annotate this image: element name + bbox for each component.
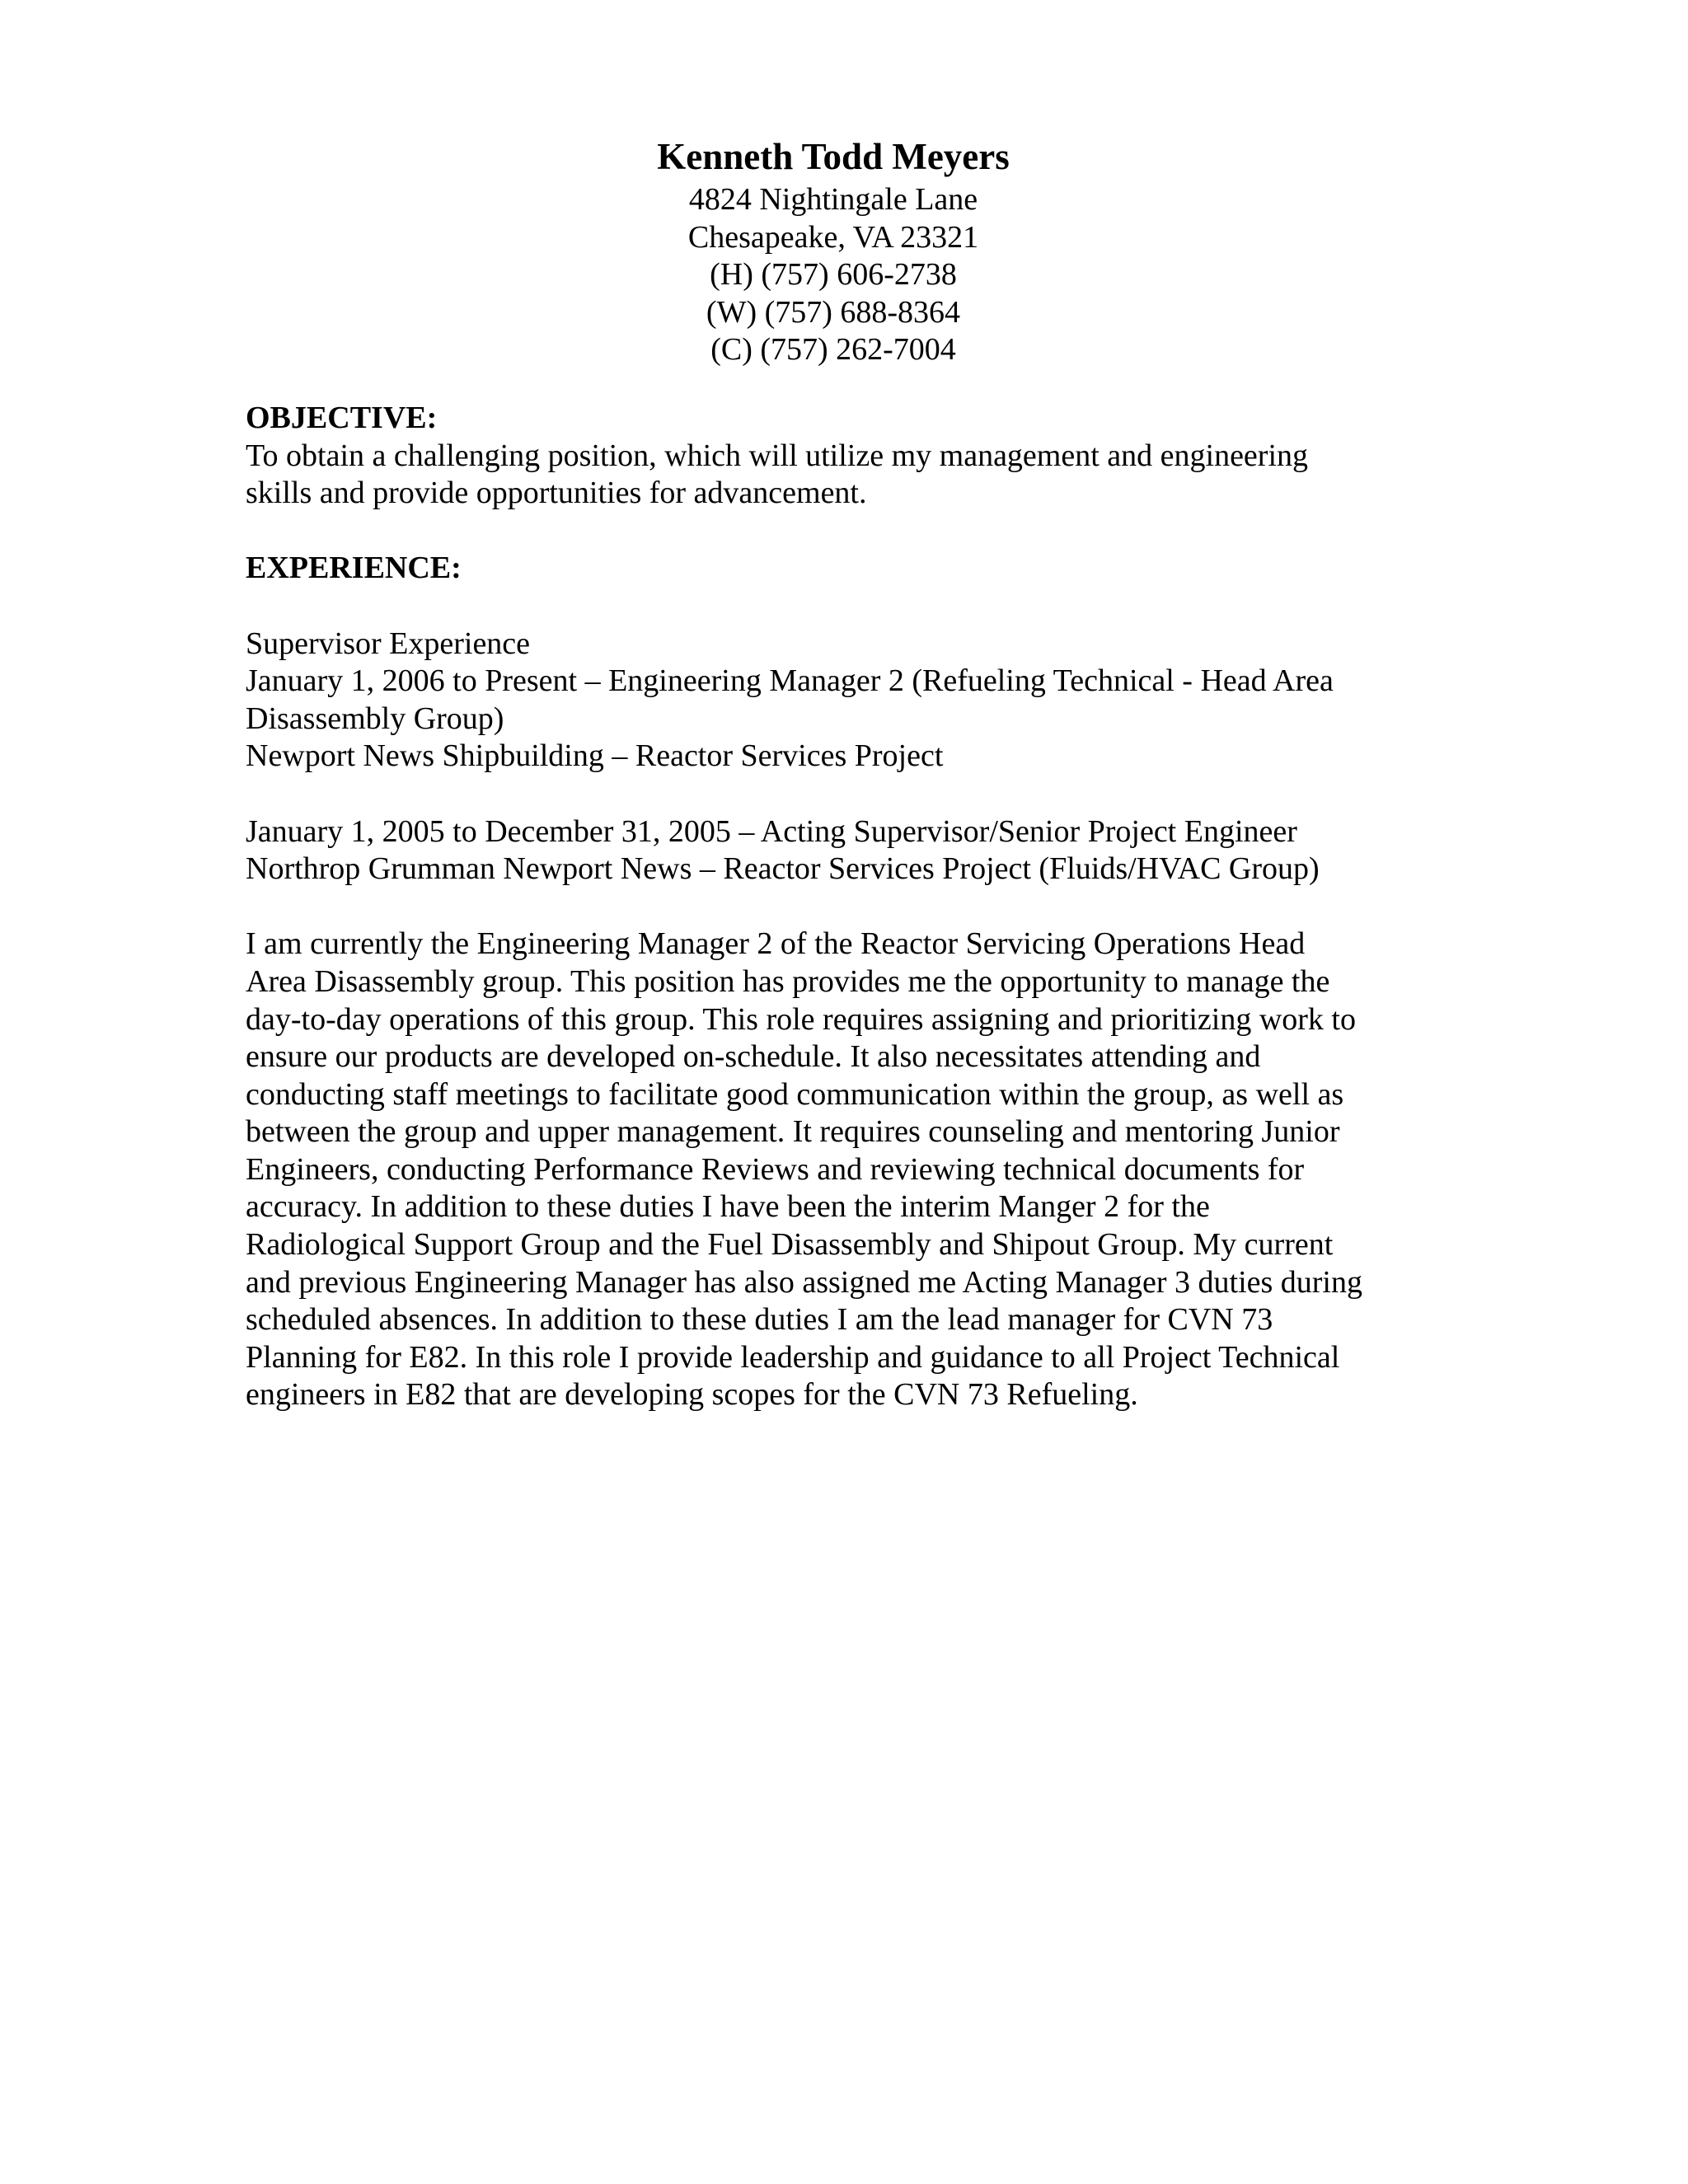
description-line: conducting staff meetings to facilitate good communication within the group, as well as: [246, 1076, 1344, 1112]
description-line: between the group and upper management. It requires counseling and mentoring Junior: [246, 1114, 1340, 1150]
spacer: [246, 513, 1449, 551]
address-city-state-zip: Chesapeake, VA 23321: [687, 219, 979, 255]
experience-description: [246, 926, 1449, 1414]
description-line: Engineers, conducting Performance Reviews and reviewing technical documents for: [246, 1151, 1305, 1187]
objective-text: [246, 438, 1449, 513]
experience-heading: EXPERIENCE:: [246, 551, 462, 586]
objective-line: skills and provide opportunities for advancement.: [246, 476, 867, 511]
job-entry-line: January 1, 2005 to December 31, 2005 – Acting Supervisor/Senior Project Engineer: [246, 813, 1297, 849]
phone-work: (W) (757) 688-8364: [706, 294, 961, 330]
spacer: [246, 776, 1449, 813]
phone-home: (H) (757) 606-2738: [710, 257, 957, 293]
job-entry-line: Disassembly Group): [246, 701, 504, 736]
applicant-name: Kenneth Todd Meyers: [657, 136, 1010, 177]
description-line: ensure our products are developed on-schedule. It also necessitates attending and: [246, 1039, 1261, 1075]
job-entry-line: January 1, 2006 to Present – Engineering Manager 2 (Refueling Technical - Head Area: [246, 663, 1334, 699]
contact-header: [0, 132, 1667, 369]
job-entry-previous: [246, 813, 1449, 888]
job-entry-line: Northrop Grumman Newport News – Reactor Services Project (Fluids/HVAC Group): [246, 851, 1320, 887]
resume-body: [246, 400, 1449, 1414]
description-line: Area Disassembly group. This position has provides me the opportunity to manage the: [246, 963, 1330, 999]
phone-cell: (C) (757) 262-7004: [710, 332, 956, 368]
objective-heading: OBJECTIVE:: [246, 401, 438, 435]
job-entry-current: [246, 663, 1449, 776]
spacer: [246, 888, 1449, 926]
description-line: scheduled absences. In addition to these duties I am the lead manager for CVN 73: [246, 1302, 1273, 1338]
description-line: Radiological Support Group and the Fuel Disassembly and Shipout Group. My current: [246, 1227, 1334, 1263]
address-street: 4824 Nightingale Lane: [688, 182, 978, 217]
description-line: accuracy. In addition to these duties I have been the interim Manger 2 for the: [246, 1189, 1210, 1225]
description-line: Planning for E82. In this role I provide leadership and guidance to all Project Technical: [246, 1339, 1340, 1375]
job-entry-line: Newport News Shipbuilding – Reactor Services Project: [246, 738, 944, 774]
description-line: engineers in E82 that are developing scopes for the CVN 73 Refueling.: [246, 1377, 1138, 1413]
description-line: I am currently the Engineering Manager 2 of the Reactor Servicing Operations Head: [246, 926, 1306, 962]
experience-subheading: Supervisor Experience: [246, 626, 531, 661]
spacer: [246, 588, 1449, 626]
description-line: and previous Engineering Manager has also assigned me Acting Manager 3 duties during: [246, 1264, 1362, 1300]
description-line: day-to-day operations of this group. This role requires assigning and prioritizing work to: [246, 1001, 1356, 1037]
objective-line: To obtain a challenging position, which will utilize my management and engineering: [246, 438, 1309, 473]
